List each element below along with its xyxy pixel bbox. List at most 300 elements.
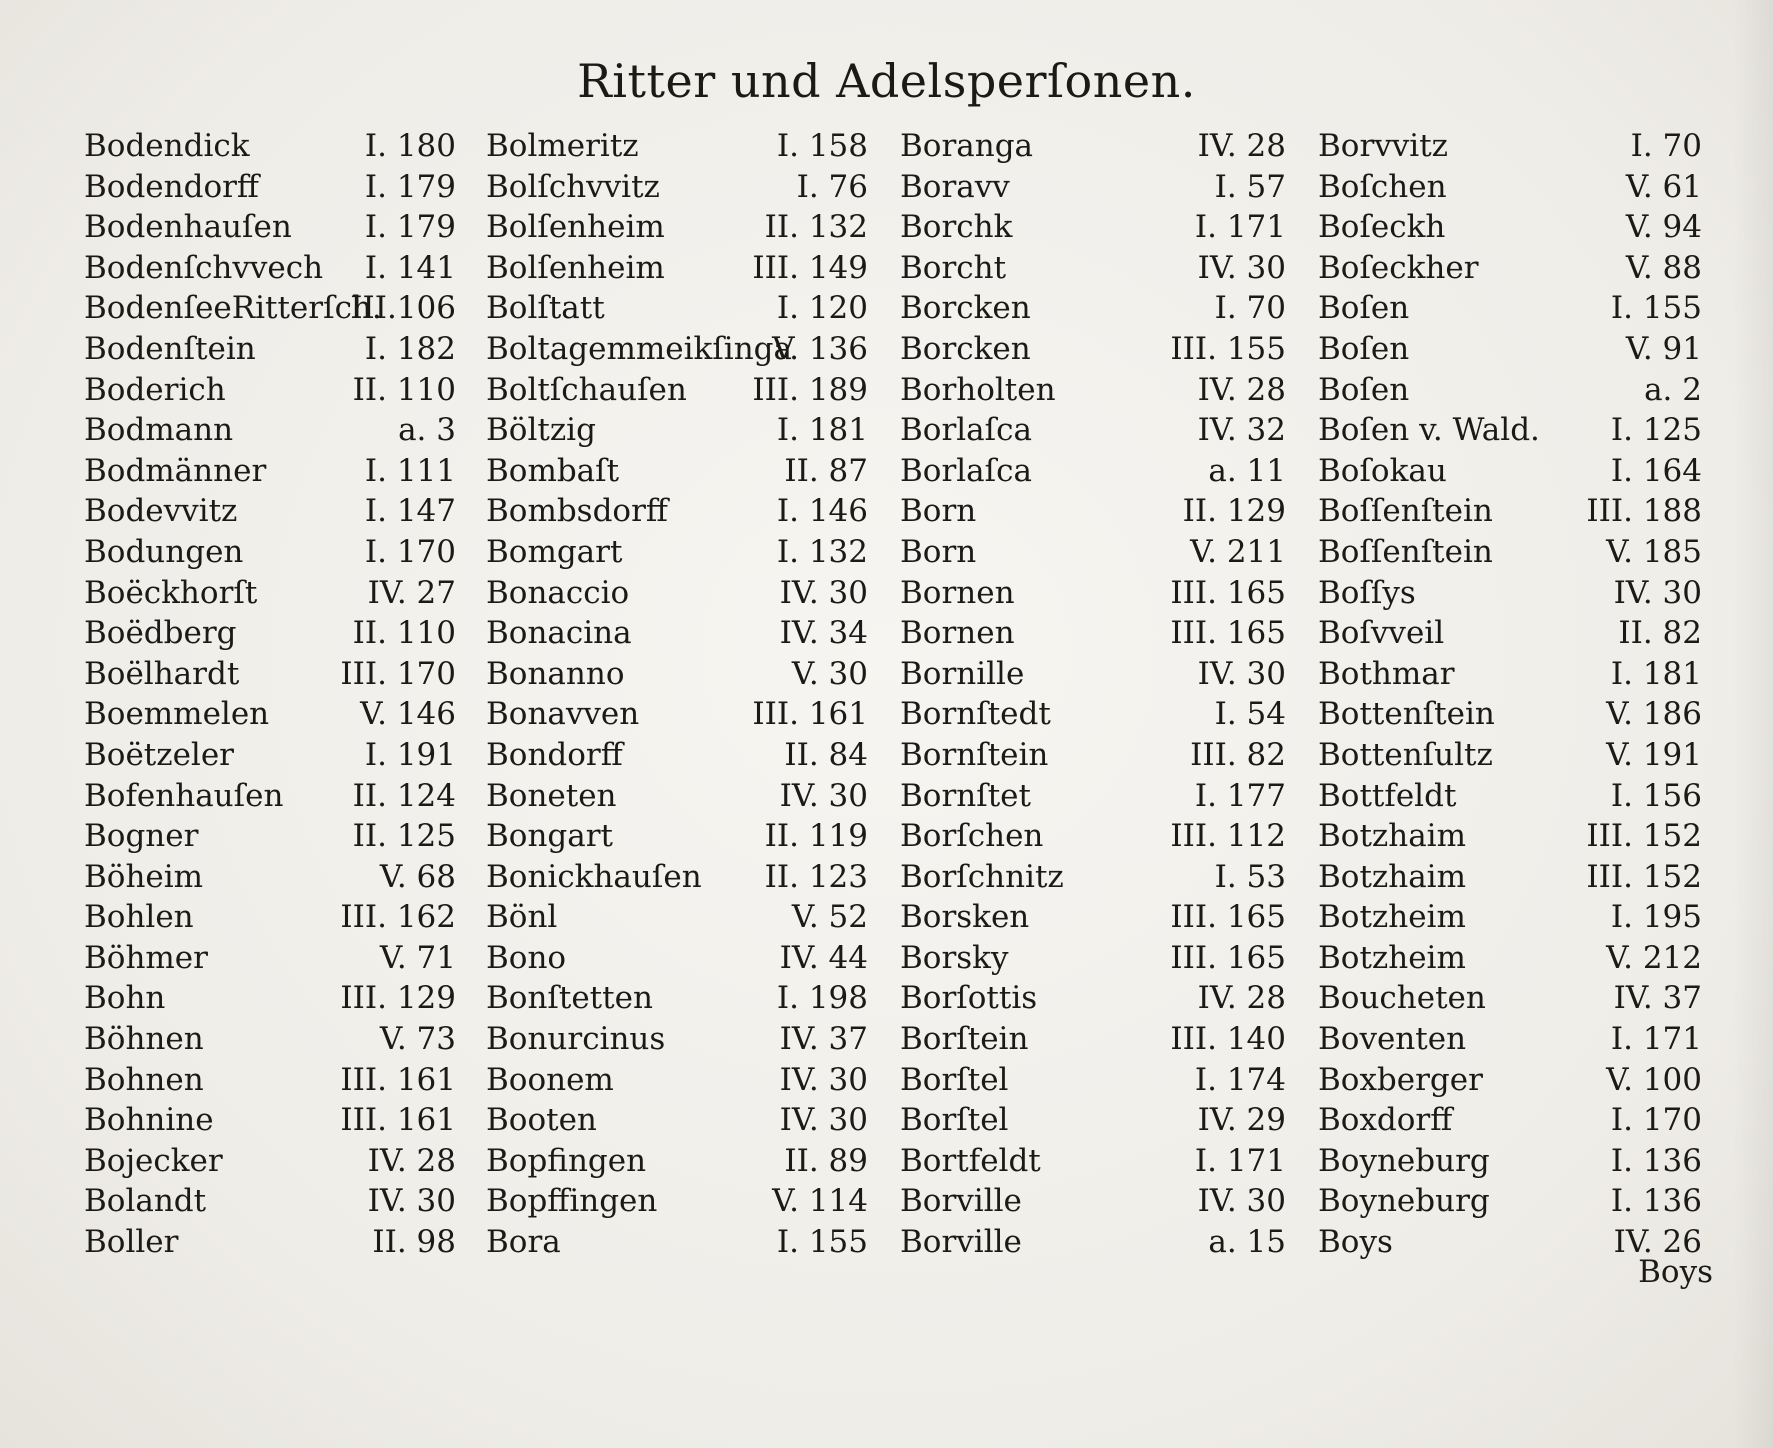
index-entry	[900, 938, 1286, 979]
index-entry	[84, 573, 456, 614]
index-entry	[486, 410, 868, 451]
entry-reference: II. 82	[1618, 615, 1702, 652]
entry-reference: I. 111	[364, 452, 456, 489]
entry-reference: I. 179	[364, 209, 456, 246]
entry-reference: a. 11	[1208, 452, 1286, 489]
entry-reference: III. 152	[1586, 858, 1702, 895]
entry-reference: V. 136	[772, 330, 868, 367]
index-entry	[900, 1141, 1286, 1182]
index-entry	[1318, 1100, 1702, 1141]
entry-reference: II. 98	[372, 1224, 456, 1261]
index-entry	[486, 897, 868, 938]
entry-name: Boſchen	[1318, 168, 1447, 205]
entry-name: Bopffingen	[486, 1183, 658, 1220]
index-entry	[84, 491, 456, 532]
entry-name: Boonem	[486, 1061, 614, 1098]
entry-name: Bodenſchvvech	[84, 249, 324, 286]
index-entry	[1318, 451, 1702, 492]
entry-name: Bonickhauſen	[486, 858, 702, 895]
entry-reference: V. 211	[1190, 533, 1286, 570]
entry-reference: I. 70	[1214, 290, 1286, 327]
entry-reference: I. 182	[364, 330, 456, 367]
index-entry	[1318, 288, 1702, 329]
index-entry	[1318, 491, 1702, 532]
index-entry	[486, 1060, 868, 1101]
entry-reference: V. 30	[791, 655, 868, 692]
index-entry	[84, 532, 456, 573]
index-entry	[900, 1019, 1286, 1060]
index-entry	[900, 573, 1286, 614]
entry-name: Borſchnitz	[900, 858, 1064, 895]
entry-reference: III. 161	[340, 1061, 456, 1098]
entry-name: Born	[900, 493, 977, 530]
entry-reference: I. 181	[1610, 655, 1702, 692]
entry-name: Bodmänner	[84, 452, 267, 489]
index-entry	[1318, 776, 1702, 817]
entry-reference: V. 114	[772, 1183, 868, 1220]
entry-reference: I. 54	[1214, 696, 1286, 733]
entry-reference: V. 73	[379, 1021, 456, 1058]
entry-reference: IV. 30	[779, 1102, 868, 1139]
entry-name: Borſottis	[900, 980, 1038, 1017]
entry-reference: I. 76	[796, 168, 868, 205]
index-entry	[1318, 370, 1702, 411]
entry-reference: III. 152	[1586, 818, 1702, 855]
entry-name: Boltagemmeikſinga	[486, 330, 793, 367]
entry-name: Borſtel	[900, 1102, 1009, 1139]
entry-name: Bottenſultz	[1318, 736, 1493, 773]
entry-name: Boller	[84, 1224, 179, 1261]
entry-reference: IV. 30	[1197, 1183, 1286, 1220]
index-entry	[84, 694, 456, 735]
entry-reference: III. 112	[1170, 818, 1286, 855]
entry-reference: III. 165	[1170, 574, 1286, 611]
entry-name: Bolſchvvitz	[486, 168, 660, 205]
index-entry	[486, 694, 868, 735]
entry-name: Bodenhauſen	[84, 209, 292, 246]
page-title: Ritter und Adelsperſonen.	[577, 54, 1196, 108]
index-entry	[84, 1141, 456, 1182]
entry-reference: V. 94	[1625, 209, 1702, 246]
entry-reference: IV. 30	[779, 574, 868, 611]
index-entry	[84, 1181, 456, 1222]
entry-reference: III.106	[350, 290, 456, 327]
index-entry	[84, 857, 456, 898]
index-entry	[900, 694, 1286, 735]
entry-reference: I. 132	[776, 533, 868, 570]
entry-reference: II. 132	[764, 209, 868, 246]
index-column-1	[84, 126, 456, 1263]
entry-reference: I. 171	[1194, 209, 1286, 246]
index-entry	[1318, 816, 1702, 857]
entry-name: Bonanno	[486, 655, 625, 692]
entry-reference: I. 136	[1610, 1183, 1702, 1220]
index-entry	[84, 1019, 456, 1060]
entry-name: Bornſtein	[900, 736, 1049, 773]
index-entry	[1318, 207, 1702, 248]
index-column-4	[1318, 126, 1702, 1263]
entry-name: Bonurcinus	[486, 1021, 666, 1058]
entry-name: Boranga	[900, 128, 1034, 164]
entry-name: Bojecker	[84, 1142, 223, 1179]
entry-reference: IV. 28	[1197, 371, 1286, 408]
index-entry	[84, 776, 456, 817]
entry-reference: V. 91	[1625, 330, 1702, 367]
entry-reference: I. 170	[364, 533, 456, 570]
index-entry	[900, 1181, 1286, 1222]
entry-name: Borvvitz	[1318, 128, 1448, 164]
entry-name: Böltzig	[486, 412, 596, 449]
index-entry	[900, 491, 1286, 532]
entry-reference: III. 162	[340, 899, 456, 936]
entry-name: Bornen	[900, 574, 1015, 611]
entry-reference: V. 191	[1606, 736, 1702, 773]
entry-name: Boxberger	[1318, 1061, 1483, 1098]
entry-reference: V. 52	[791, 899, 868, 936]
entry-name: Boſvveil	[1318, 615, 1445, 652]
entry-name: Borlaſca	[900, 412, 1032, 449]
entry-reference: III. 129	[340, 980, 456, 1017]
entry-reference: V. 185	[1606, 533, 1702, 570]
entry-name: Bornen	[900, 615, 1015, 652]
index-entry	[486, 816, 868, 857]
entry-reference: V. 146	[360, 696, 456, 733]
entry-name: Bornille	[900, 655, 1025, 692]
index-column-3	[900, 126, 1286, 1263]
index-entry	[900, 329, 1286, 370]
entry-name: Boſen	[1318, 290, 1410, 327]
index-entry	[84, 451, 456, 492]
entry-name: Boys	[1318, 1224, 1393, 1261]
index-entry	[900, 288, 1286, 329]
index-entry	[84, 978, 456, 1019]
index-entry	[84, 167, 456, 208]
entry-reference: III. 161	[752, 696, 868, 733]
entry-reference: III. 161	[340, 1102, 456, 1139]
entry-reference: a. 2	[1644, 371, 1702, 408]
entry-name: Born	[900, 533, 977, 570]
entry-name: Bonacina	[486, 615, 632, 652]
entry-name: Boſſys	[1318, 574, 1416, 611]
entry-name: Boſſenſtein	[1318, 493, 1493, 530]
index-entry	[486, 329, 868, 370]
index-entry	[900, 1060, 1286, 1101]
index-entry	[1318, 410, 1702, 451]
entry-reference: IV. 30	[1613, 574, 1702, 611]
entry-reference: IV. 30	[779, 1061, 868, 1098]
entry-reference: IV. 26	[1613, 1224, 1702, 1261]
entry-name: Bombaſt	[486, 452, 620, 489]
index-entry	[1318, 978, 1702, 1019]
entry-reference: III. 188	[1586, 493, 1702, 530]
index-entry	[900, 1222, 1286, 1263]
page-edge-shadow	[1733, 0, 1773, 1448]
entry-name: Boucheten	[1318, 980, 1486, 1017]
entry-reference: I. 70	[1630, 128, 1702, 164]
index-entry	[84, 329, 456, 370]
entry-name: Böhnen	[84, 1021, 204, 1058]
index-entry	[486, 167, 868, 208]
entry-name: Bono	[486, 939, 567, 976]
entry-name: Bodevvitz	[84, 493, 238, 530]
entry-reference: II. 124	[352, 777, 456, 814]
entry-name: Boneten	[486, 777, 617, 814]
index-entry	[84, 654, 456, 695]
index-entry	[900, 857, 1286, 898]
entry-reference: I. 136	[1610, 1142, 1702, 1179]
entry-reference: I. 177	[1194, 777, 1286, 814]
index-entry	[900, 654, 1286, 695]
entry-reference: IV. 37	[1613, 980, 1702, 1017]
entry-reference: I. 171	[1610, 1021, 1702, 1058]
index-entry	[900, 410, 1286, 451]
entry-name: Bodenſtein	[84, 330, 256, 367]
entry-name: Borsky	[900, 939, 1009, 976]
index-entry	[486, 248, 868, 289]
entry-reference: II. 89	[784, 1142, 868, 1179]
index-entry	[900, 451, 1286, 492]
entry-reference: IV. 30	[367, 1183, 456, 1220]
entry-reference: I. 141	[364, 249, 456, 286]
index-entry	[1318, 613, 1702, 654]
entry-name: Bogner	[84, 818, 199, 855]
index-entry	[84, 1100, 456, 1141]
entry-name: Botzhaim	[1318, 818, 1466, 855]
index-column-2	[486, 126, 868, 1263]
entry-reference: IV. 37	[779, 1021, 868, 1058]
entry-name: Boxdorff	[1318, 1102, 1453, 1139]
index-entry	[486, 207, 868, 248]
entry-name: Botzhaim	[1318, 858, 1466, 895]
index-entry	[84, 248, 456, 289]
entry-reference: I. 158	[776, 128, 868, 164]
entry-name: Borcht	[900, 249, 1007, 286]
entry-name: Boſeckh	[1318, 209, 1446, 246]
index-entry	[1318, 857, 1702, 898]
entry-name: Boëtzeler	[84, 736, 235, 773]
entry-name: Boravv	[900, 168, 1010, 205]
entry-reference: II. 129	[1182, 493, 1286, 530]
index-entry	[1318, 654, 1702, 695]
entry-reference: I. 170	[1610, 1102, 1702, 1139]
index-entry	[900, 126, 1286, 167]
entry-reference: II. 110	[352, 371, 456, 408]
entry-reference: IV. 30	[1197, 655, 1286, 692]
index-entry	[900, 207, 1286, 248]
entry-reference: I. 180	[364, 128, 456, 164]
entry-name: Bönl	[486, 899, 558, 936]
entry-name: Bolſenheim	[486, 249, 665, 286]
entry-reference: III. 165	[1170, 939, 1286, 976]
entry-reference: I. 57	[1214, 168, 1286, 205]
index-entry	[900, 776, 1286, 817]
index-entry	[1318, 329, 1702, 370]
entry-name: Borsken	[900, 899, 1030, 936]
index-entry	[900, 248, 1286, 289]
entry-reference: III. 189	[752, 371, 868, 408]
entry-reference: IV. 28	[1197, 980, 1286, 1017]
index-entry	[486, 451, 868, 492]
entry-name: Bodendick	[84, 128, 250, 164]
entry-name: Bolmeritz	[486, 128, 639, 164]
entry-name: Boderich	[84, 371, 226, 408]
entry-name: Bohlen	[84, 899, 194, 936]
index-entry	[486, 735, 868, 776]
entry-reference: I. 171	[1194, 1142, 1286, 1179]
index-entry	[486, 1019, 868, 1060]
entry-name: Bortfeldt	[900, 1142, 1041, 1179]
entry-reference: III. 155	[1170, 330, 1286, 367]
entry-name: Bottenſtein	[1318, 696, 1495, 733]
index-entry	[1318, 1019, 1702, 1060]
index-entry	[486, 288, 868, 329]
entry-reference: IV. 32	[1197, 412, 1286, 449]
index-entry	[1318, 532, 1702, 573]
entry-reference: I. 181	[776, 412, 868, 449]
index-entry	[486, 532, 868, 573]
entry-reference: I. 179	[364, 168, 456, 205]
index-entry	[84, 207, 456, 248]
entry-reference: a. 3	[398, 412, 456, 449]
index-entry	[84, 816, 456, 857]
entry-name: Borchk	[900, 209, 1013, 246]
entry-reference: I. 146	[776, 493, 868, 530]
entry-name: Böheim	[84, 858, 204, 895]
entry-reference: V. 61	[1625, 168, 1702, 205]
entry-reference: I. 191	[364, 736, 456, 773]
entry-reference: III. 149	[752, 249, 868, 286]
entry-reference: I. 155	[1610, 290, 1702, 327]
entry-name: Bodmann	[84, 412, 234, 449]
entry-name: Botzheim	[1318, 899, 1466, 936]
entry-name: Boſen	[1318, 371, 1410, 408]
entry-name: Bohnen	[84, 1061, 204, 1098]
index-entry	[486, 978, 868, 1019]
entry-name: Boſokau	[1318, 452, 1447, 489]
entry-reference: I. 147	[364, 493, 456, 530]
entry-reference: V. 186	[1606, 696, 1702, 733]
entry-reference: V. 88	[1625, 249, 1702, 286]
entry-reference: a. 15	[1208, 1224, 1286, 1261]
entry-name: Bonſtetten	[486, 980, 653, 1017]
entry-name: Bopfingen	[486, 1142, 647, 1179]
index-entry	[84, 126, 456, 167]
index-entry	[900, 370, 1286, 411]
entry-name: Boventen	[1318, 1021, 1467, 1058]
entry-name: Bolſenheim	[486, 209, 665, 246]
entry-reference: I. 174	[1194, 1061, 1286, 1098]
entry-reference: IV. 27	[367, 574, 456, 611]
entry-reference: V. 100	[1606, 1061, 1702, 1098]
entry-name: Bodungen	[84, 533, 244, 570]
entry-name: Boemmelen	[84, 696, 270, 733]
entry-name: Boëdberg	[84, 615, 237, 652]
entry-reference: III. 165	[1170, 615, 1286, 652]
entry-name: Borville	[900, 1183, 1022, 1220]
index-entry	[486, 613, 868, 654]
entry-name: Bodendorff	[84, 168, 259, 205]
entry-name: Böhmer	[84, 939, 208, 976]
index-entry	[900, 1100, 1286, 1141]
entry-name: Booten	[486, 1102, 597, 1139]
entry-reference: IV. 34	[779, 615, 868, 652]
index-entry	[900, 735, 1286, 776]
entry-reference: I. 53	[1214, 858, 1286, 895]
index-entry	[900, 167, 1286, 208]
index-entry	[486, 776, 868, 817]
index-entry	[486, 938, 868, 979]
entry-reference: I. 155	[776, 1224, 868, 1261]
entry-name: Bonaccio	[486, 574, 630, 611]
index-entry	[84, 897, 456, 938]
entry-name: Borſchen	[900, 818, 1044, 855]
index-entry	[84, 1060, 456, 1101]
entry-name: Bohnine	[84, 1102, 214, 1139]
index-entry	[1318, 248, 1702, 289]
entry-name: Boëckhorſt	[84, 574, 258, 611]
entry-name: Bothmar	[1318, 655, 1455, 692]
entry-reference: IV. 30	[779, 777, 868, 814]
entry-reference: IV. 28	[367, 1142, 456, 1179]
entry-reference: IV. 44	[779, 939, 868, 976]
entry-name: Borſtel	[900, 1061, 1009, 1098]
catchword: Boys	[1638, 1254, 1713, 1290]
index-entry	[486, 491, 868, 532]
index-entry	[1318, 167, 1702, 208]
index-entry	[84, 370, 456, 411]
entry-name: Borlaſca	[900, 452, 1032, 489]
entry-reference: I. 125	[1610, 412, 1702, 449]
index-entry	[486, 573, 868, 614]
entry-name: Borholten	[900, 371, 1056, 408]
entry-name: Borville	[900, 1224, 1022, 1261]
index-entry	[84, 735, 456, 776]
entry-name: BodenſeeRitterſch.	[84, 290, 382, 327]
index-entry	[1318, 126, 1702, 167]
index-entry	[84, 1222, 456, 1263]
index-entry	[1318, 897, 1702, 938]
entry-name: Bongart	[486, 818, 614, 855]
index-entry	[486, 654, 868, 695]
entry-reference: I. 120	[776, 290, 868, 327]
entry-name: Boſſenſtein	[1318, 533, 1493, 570]
index-entry	[486, 1222, 868, 1263]
index-entry	[900, 816, 1286, 857]
entry-reference: II. 119	[764, 818, 868, 855]
index-entry	[900, 897, 1286, 938]
entry-name: Bohn	[84, 980, 166, 1017]
entry-reference: II. 84	[784, 736, 868, 773]
entry-name: Boyneburg	[1318, 1142, 1490, 1179]
index-entry	[900, 613, 1286, 654]
entry-name: Botzheim	[1318, 939, 1466, 976]
entry-reference: V. 71	[379, 939, 456, 976]
entry-reference: I. 164	[1610, 452, 1702, 489]
entry-name: Boëlhardt	[84, 655, 240, 692]
entry-name: Boſen	[1318, 330, 1410, 367]
entry-name: Bomgart	[486, 533, 623, 570]
entry-reference: II. 87	[784, 452, 868, 489]
index-entry	[84, 938, 456, 979]
entry-reference: V. 212	[1606, 939, 1702, 976]
entry-reference: III. 140	[1170, 1021, 1286, 1058]
entry-reference: III. 170	[340, 655, 456, 692]
entry-name: Bolſtatt	[486, 290, 605, 327]
entry-name: Bora	[486, 1224, 561, 1261]
index-entry	[1318, 573, 1702, 614]
entry-name: Bombsdorff	[486, 493, 668, 530]
entry-reference: V. 68	[379, 858, 456, 895]
